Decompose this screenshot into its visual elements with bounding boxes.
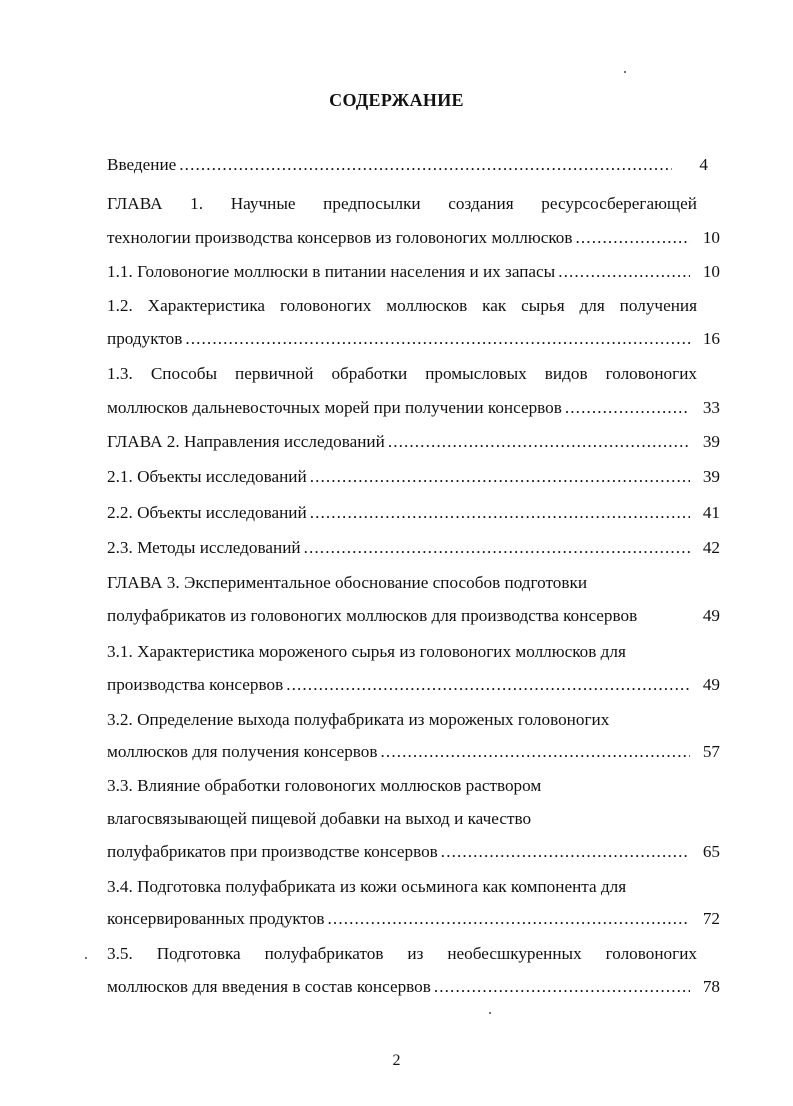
toc-page-number: 78 — [702, 977, 720, 996]
toc-entry-text: Введение — [107, 155, 177, 174]
dot-leader — [441, 842, 690, 862]
toc-entry-text: консервированных продуктов — [107, 909, 325, 928]
toc-page-number: 41 — [702, 503, 720, 522]
toc-page-number: 65 — [702, 842, 720, 861]
toc-entry-text: 2.3. Методы исследований — [107, 538, 301, 557]
toc-entry-chapter-3-line-2: полуфабрикатов из головоногих моллюсков для производства консервов — [107, 606, 638, 625]
toc-entry-1-2-line-2 — [107, 329, 690, 349]
toc-entry-text: моллюсков для введения в состав консервов — [107, 977, 431, 996]
toc-page-number: 4 — [699, 155, 708, 174]
toc-entry-3-2-line-1: 3.2. Определение выхода полуфабриката из мороженых головоногих — [107, 710, 610, 729]
dot-leader — [310, 467, 690, 487]
toc-page-number: 33 — [702, 398, 720, 417]
toc-entry-3-1-line-2 — [107, 675, 690, 695]
toc-page-number: 39 — [702, 467, 720, 486]
toc-entry-chapter-1-line-1: ГЛАВА 1. Научные предпосылки создания ресурсосберегающей — [107, 194, 697, 213]
toc-page-number: 49 — [702, 606, 720, 625]
toc-entry-3-4-line-2 — [107, 909, 690, 929]
dot-leader — [388, 432, 690, 452]
scan-speck — [624, 71, 626, 73]
dot-leader — [381, 742, 690, 762]
toc-entry-intro — [107, 155, 672, 175]
toc-page-number: 42 — [702, 538, 720, 557]
toc-entry-text: ГЛАВА 2. Направления исследований — [107, 432, 385, 451]
toc-entry-text: моллюсков дальневосточных морей при получении консервов — [107, 398, 562, 417]
scan-speck — [489, 1012, 491, 1014]
toc-entry-chapter-2 — [107, 432, 690, 452]
page-number: 2 — [392, 1052, 401, 1069]
toc-entry-3-3-line-1: 3.3. Влияние обработки головоногих моллюсков раствором — [107, 776, 542, 795]
toc-page-number: 10 — [702, 228, 720, 247]
toc-entry-3-5-line-1: 3.5. Подготовка полуфабрикатов из необесшкуренных головоногих — [107, 944, 697, 963]
dot-leader — [286, 675, 690, 695]
toc-page-number: 49 — [702, 675, 720, 694]
toc-entry-text: 2.1. Объекты исследований — [107, 467, 307, 486]
toc-page-number: 10 — [702, 262, 720, 281]
toc-entry-chapter-3-line-1: ГЛАВА 3. Экспериментальное обоснование способов подготовки — [107, 573, 588, 592]
toc-entry-chapter-1-line-2 — [107, 228, 690, 248]
toc-entry-text: моллюсков для получения консервов — [107, 742, 378, 761]
dot-leader — [310, 503, 690, 523]
toc-page-number: 39 — [702, 432, 720, 451]
toc-entry-3-2-line-2 — [107, 742, 690, 762]
scan-speck — [85, 957, 87, 959]
toc-entry-text: продуктов — [107, 329, 183, 348]
toc-entry-text: 2.2. Объекты исследований — [107, 503, 307, 522]
toc-entry-text: производства консервов — [107, 675, 284, 694]
toc-entry-3-3-line-2: влагосвязывающей пищевой добавки на выход и качество — [107, 809, 532, 828]
toc-entry-3-5-line-2 — [107, 977, 690, 997]
toc-entry-text: технологии производства консервов из головоногих моллюсков — [107, 228, 573, 247]
toc-entry-1-2-line-1: 1.2. Характеристика головоногих моллюсков как сырья для получения — [107, 296, 697, 315]
dot-leader — [328, 909, 690, 929]
toc-entry-3-1-line-1: 3.1. Характеристика мороженого сырья из головоногих моллюсков для — [107, 642, 626, 661]
dot-leader — [304, 538, 690, 558]
page-title: СОДЕРЖАНИЕ — [329, 90, 464, 110]
toc-entry-2-1 — [107, 467, 690, 487]
dot-leader — [185, 329, 690, 349]
toc-entry-3-3-line-3 — [107, 842, 690, 862]
toc-entry-2-2 — [107, 503, 690, 523]
toc-entry-3-4-line-1: 3.4. Подготовка полуфабриката из кожи осьминога как компонента для — [107, 877, 627, 896]
toc-entry-1-1 — [107, 262, 690, 282]
toc-page-number: 72 — [702, 909, 720, 928]
toc-page-number: 57 — [702, 742, 720, 761]
dot-leader — [434, 977, 690, 997]
toc-entry-2-3 — [107, 538, 690, 558]
toc-entry-text: 1.1. Головоногие моллюски в питании населения и их запасы — [107, 262, 556, 281]
toc-entry-1-3-line-1: 1.3. Способы первичной обработки промысловых видов головоногих — [107, 364, 697, 383]
toc-page-number: 16 — [702, 329, 720, 348]
toc-entry-text: полуфабрикатов при производстве консервов — [107, 842, 438, 861]
toc-entry-1-3-line-2 — [107, 398, 690, 418]
dot-leader — [179, 155, 672, 175]
